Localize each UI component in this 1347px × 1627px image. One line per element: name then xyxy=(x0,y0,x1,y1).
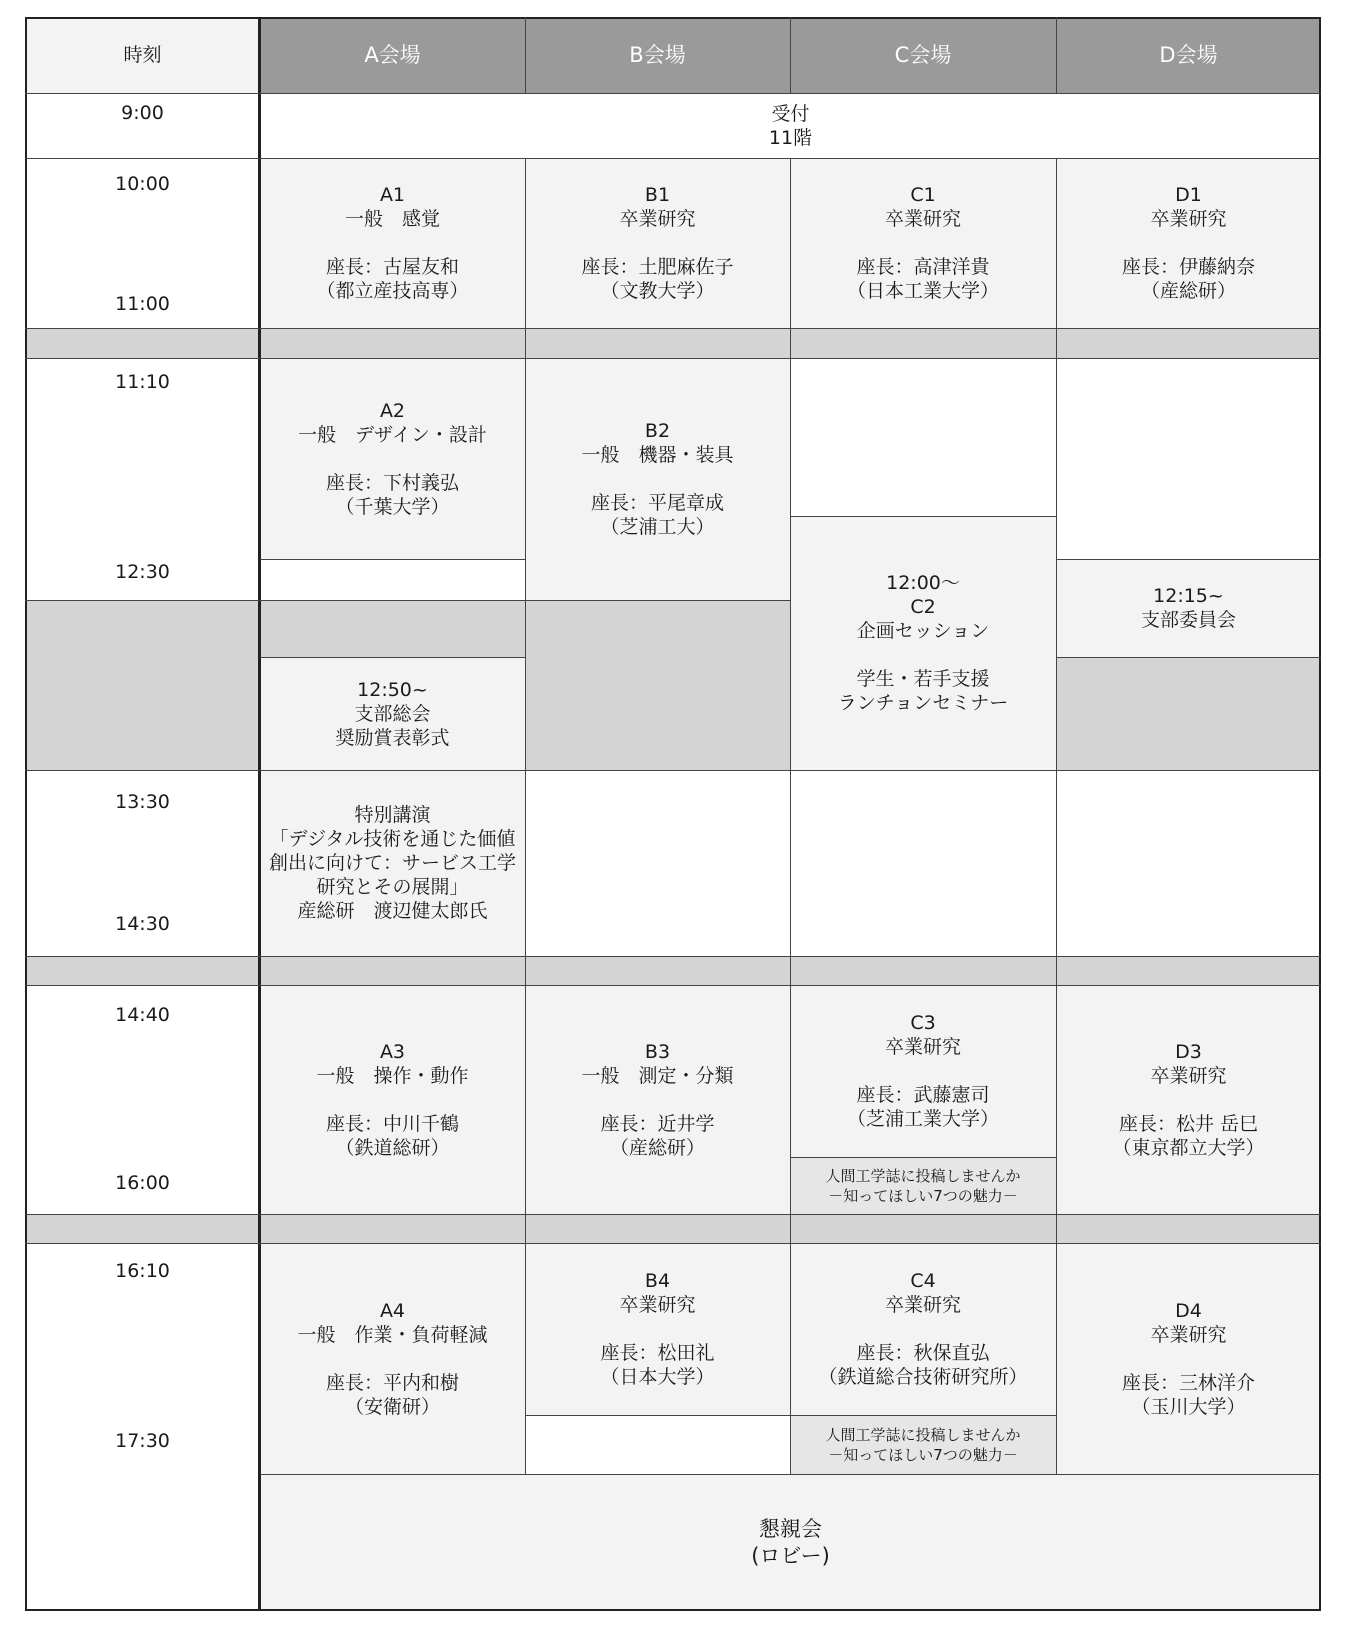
grid-line xyxy=(25,358,1321,359)
time-label: 14:30 xyxy=(115,913,170,935)
grid-line xyxy=(25,328,1321,329)
session-a3: A3 一般 操作・動作 座長：中川千鶴 （鉄道総研） xyxy=(260,985,525,1214)
empty-cell xyxy=(1056,358,1321,559)
grid-line xyxy=(260,559,525,560)
grid-line xyxy=(790,17,791,93)
journal-submission-note: 人間工学誌に投稿しませんか －知ってほしい7つの魅力－ xyxy=(790,1157,1056,1214)
reception-party: 懇親会 (ロビー) xyxy=(260,1474,1321,1611)
session-d1: D1 卒業研究 座長：伊藤納奈 （産総研） xyxy=(1056,158,1321,328)
lunch-break-a xyxy=(260,600,525,657)
table-border xyxy=(25,17,27,1611)
grid-line xyxy=(25,1214,1321,1215)
time-label: 16:00 xyxy=(115,1172,170,1194)
time-label: 11:10 xyxy=(115,371,170,393)
time-label: 12:30 xyxy=(115,561,170,583)
grid-line xyxy=(525,1415,1056,1416)
grid-line xyxy=(525,17,526,93)
break-time-cell xyxy=(25,1214,260,1243)
grid-line xyxy=(25,158,1321,159)
time-column-header: 時刻 xyxy=(25,17,260,93)
session-a2: A2 一般 デザイン・設計 座長：下村義弘 （千葉大学） xyxy=(260,358,525,559)
grid-line xyxy=(25,600,260,601)
session-c3: C3 卒業研究 座長：武藤憲司 （芝浦工業大学） xyxy=(790,985,1056,1157)
general-meeting-award-ceremony: 12:50~ 支部総会 奨励賞表彰式 xyxy=(260,657,525,770)
venue-b-header: B会場 xyxy=(525,17,790,93)
session-d3: D3 卒業研究 座長：松井 岳巳 （東京都立大学） xyxy=(1056,985,1321,1214)
grid-line xyxy=(260,657,525,658)
session-a1: A1 一般 感覚 座長：古屋友和 （都立産技高専） xyxy=(260,158,525,328)
grid-line xyxy=(25,985,1321,986)
grid-line xyxy=(260,1474,1321,1475)
time-cell-1000 xyxy=(25,158,260,328)
grid-line xyxy=(260,600,525,601)
session-b2: B2 一般 機器・装具 座長：平尾章成 （芝浦工大） xyxy=(525,358,790,600)
table-border xyxy=(1319,17,1321,1611)
grid-line xyxy=(1056,17,1057,93)
journal-submission-note: 人間工学誌に投稿しませんか －知ってほしい7つの魅力－ xyxy=(790,1415,1056,1474)
lunch-break-b xyxy=(525,600,790,770)
grid-line xyxy=(1056,158,1057,1474)
time-label: 10:00 xyxy=(115,173,170,195)
grid-line xyxy=(525,158,526,1474)
time-label: 16:10 xyxy=(115,1260,170,1282)
session-a4: A4 一般 作業・負荷軽減 座長：平内和樹 （安衛研） xyxy=(260,1243,525,1474)
empty-cell xyxy=(525,1415,790,1474)
time-cell-1440 xyxy=(25,985,260,1214)
reception-cell: 受付 11階 xyxy=(260,93,1321,158)
session-b3: B3 一般 測定・分類 座長：近井学 （産総研） xyxy=(525,985,790,1214)
time-cell-0900 xyxy=(25,93,260,158)
grid-line xyxy=(790,1157,1056,1158)
special-lecture: 特別講演 「デジタル技術を通じた価値 創出に向けて：サービス工学 研究とその展開」 産総研 渡辺健太郎氏 xyxy=(260,770,525,956)
grid-line xyxy=(25,93,1321,94)
venue-d-header: D会場 xyxy=(1056,17,1321,93)
time-cell-1610 xyxy=(25,1243,260,1611)
session-b1: B1 卒業研究 座長：土肥麻佐子 （文教大学） xyxy=(525,158,790,328)
table-border xyxy=(25,17,1321,19)
time-label: 11:00 xyxy=(115,293,170,315)
empty-cell xyxy=(790,770,1056,956)
session-b4: B4 卒業研究 座長：松田礼 （日本大学） xyxy=(525,1243,790,1415)
time-label: 13:30 xyxy=(115,791,170,813)
time-cell-1330 xyxy=(25,770,260,956)
grid-line xyxy=(525,600,790,601)
grid-line xyxy=(790,158,791,1474)
venue-a-header: A会場 xyxy=(260,17,525,93)
grid-line xyxy=(25,956,1321,957)
lunch-break-d xyxy=(1056,657,1321,770)
session-d4: D4 卒業研究 座長：三林洋介 （玉川大学） xyxy=(1056,1243,1321,1474)
grid-line xyxy=(1056,657,1321,658)
venue-c-header: C会場 xyxy=(790,17,1056,93)
session-c2-luncheon-seminar: 12:00～ C2 企画セッション 学生・若手支援 ランチョンセミナー xyxy=(790,516,1056,770)
grid-line xyxy=(790,516,1056,517)
grid-line xyxy=(25,770,1321,771)
session-c4: C4 卒業研究 座長：秋保直弘 （鉄道総合技術研究所） xyxy=(790,1243,1056,1415)
time-column-divider xyxy=(258,17,261,1611)
empty-cell xyxy=(790,358,1056,516)
empty-cell xyxy=(1056,770,1321,956)
time-label: 17:30 xyxy=(115,1430,170,1452)
time-label: 14:40 xyxy=(115,1004,170,1026)
break-time-cell xyxy=(25,956,260,985)
lunch-time-cell xyxy=(25,600,260,770)
time-cell-1110 xyxy=(25,358,260,600)
session-c1: C1 卒業研究 座長：高津洋貴 （日本工業大学） xyxy=(790,158,1056,328)
table-border xyxy=(25,1609,1321,1611)
grid-line xyxy=(25,1243,1321,1244)
branch-committee-meeting: 12:15~ 支部委員会 xyxy=(1056,559,1321,657)
time-label: 9:00 xyxy=(121,102,164,124)
grid-line xyxy=(1056,559,1321,560)
empty-cell xyxy=(260,559,525,600)
break-time-cell xyxy=(25,328,260,358)
empty-cell xyxy=(525,770,790,956)
